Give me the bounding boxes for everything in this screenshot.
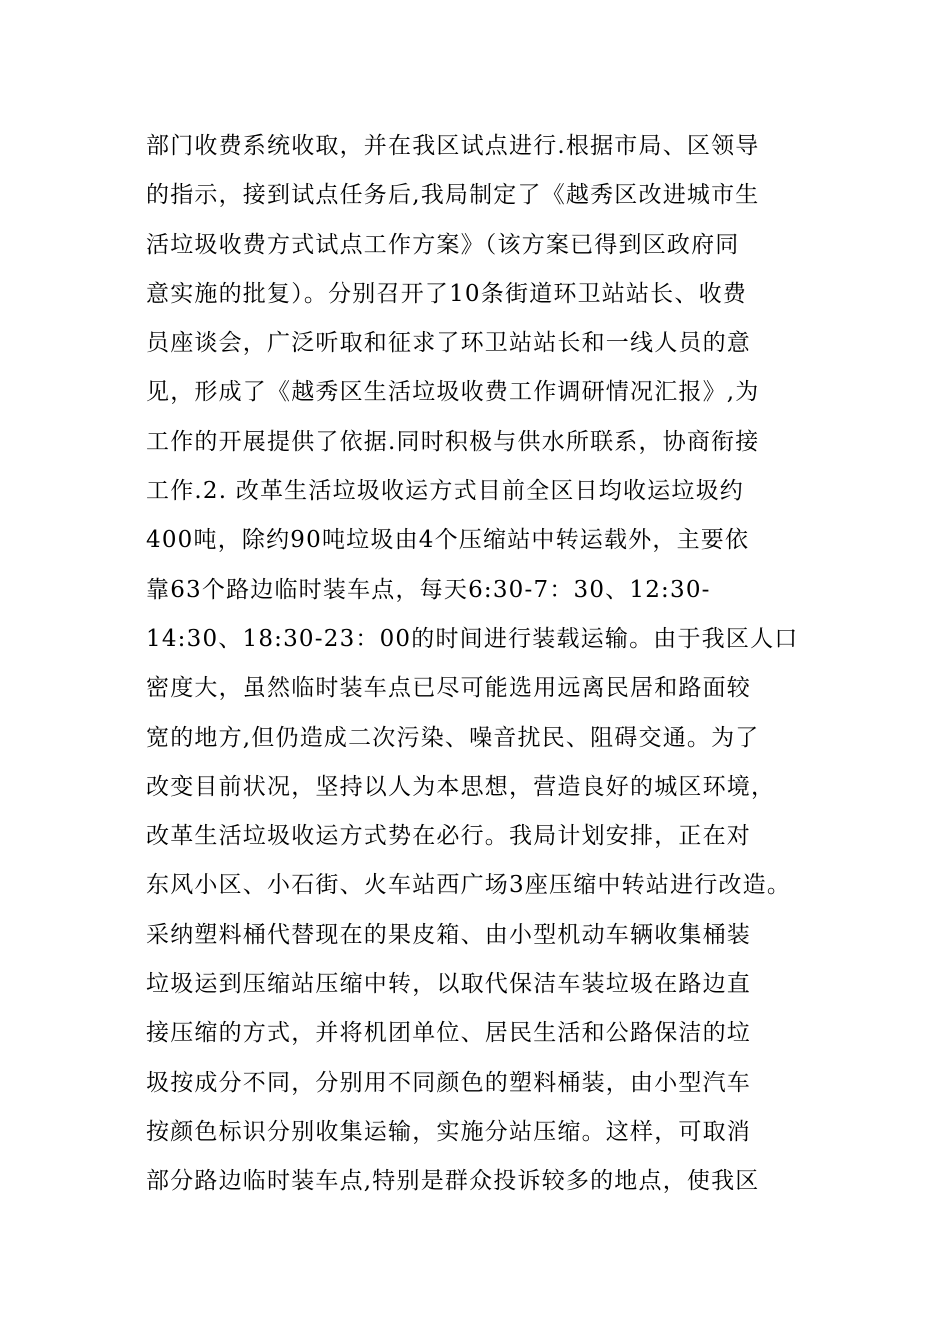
text-line: 圾按成分不同，分别用不同颜色的塑料桶装，由小型汽车 [146, 1069, 751, 1096]
text-line: 员座谈会，广泛听取和征求了环卫站站长和一线人员的意 [146, 330, 751, 357]
text-line: 意实施的批复）。分别召开了10条街道环卫站站长、收费 [146, 280, 747, 307]
text-line: 部分路边临时装车点,特别是群众投诉较多的地点，使我区 [146, 1168, 760, 1195]
text-line: 密度大，虽然临时装车点已尽可能选用远离民居和路面较 [146, 675, 751, 702]
body-text [146, 122, 836, 1207]
text-line: 垃圾运到压缩站压缩中转，以取代保洁车装垃圾在路边直 [146, 971, 751, 998]
text-line: 见，形成了《越秀区生活垃圾收费工作调研情况汇报》,为 [146, 379, 760, 406]
text-line: 400吨，除约90吨垃圾由4个压缩站中转运载外，主要依 [146, 527, 750, 554]
text-line: 工作.2. 改革生活垃圾收运方式目前全区日均收运垃圾约 [146, 478, 744, 505]
text-line: 宽的地方,但仍造成二次污染、噪音扰民、阻碍交通。为了 [146, 724, 760, 751]
text-line: 改革生活垃圾收运方式势在必行。我局计划安排，正在对 [146, 823, 751, 850]
text-line: 改变目前状况，坚持以人为本思想，营造良好的城区环境， [146, 773, 776, 800]
text-line: 采纳塑料桶代替现在的果皮箱、由小型机动车辆收集桶装 [146, 921, 751, 948]
text-line: 接压缩的方式，并将机团单位、居民生活和公路保洁的垃 [146, 1020, 751, 1047]
text-line: 按颜色标识分别收集运输，实施分站压缩。这样，可取消 [146, 1118, 751, 1145]
text-line: 靠63个路边临时装车点，每天6:30-7：30、12:30- [146, 576, 711, 603]
text-line: 的指示，接到试点任务后,我局制定了《越秀区改进城市生 [146, 182, 760, 209]
text-line: 14:30、18:30-23：00的时间进行装载运输。由于我区人口 [146, 625, 799, 652]
text-line: 东风小区、小石街、火车站西广场3座压缩中转站进行改造。 [146, 872, 792, 899]
text-line: 部门收费系统收取，并在我区试点进行.根据市局、区领导 [146, 133, 760, 159]
text-line: 工作的开展提供了依据.同时积极与供水所联系，协商衔接 [146, 428, 760, 455]
text-line: 活垃圾收费方式试点工作方案》（该方案已得到区政府同 [146, 231, 740, 258]
